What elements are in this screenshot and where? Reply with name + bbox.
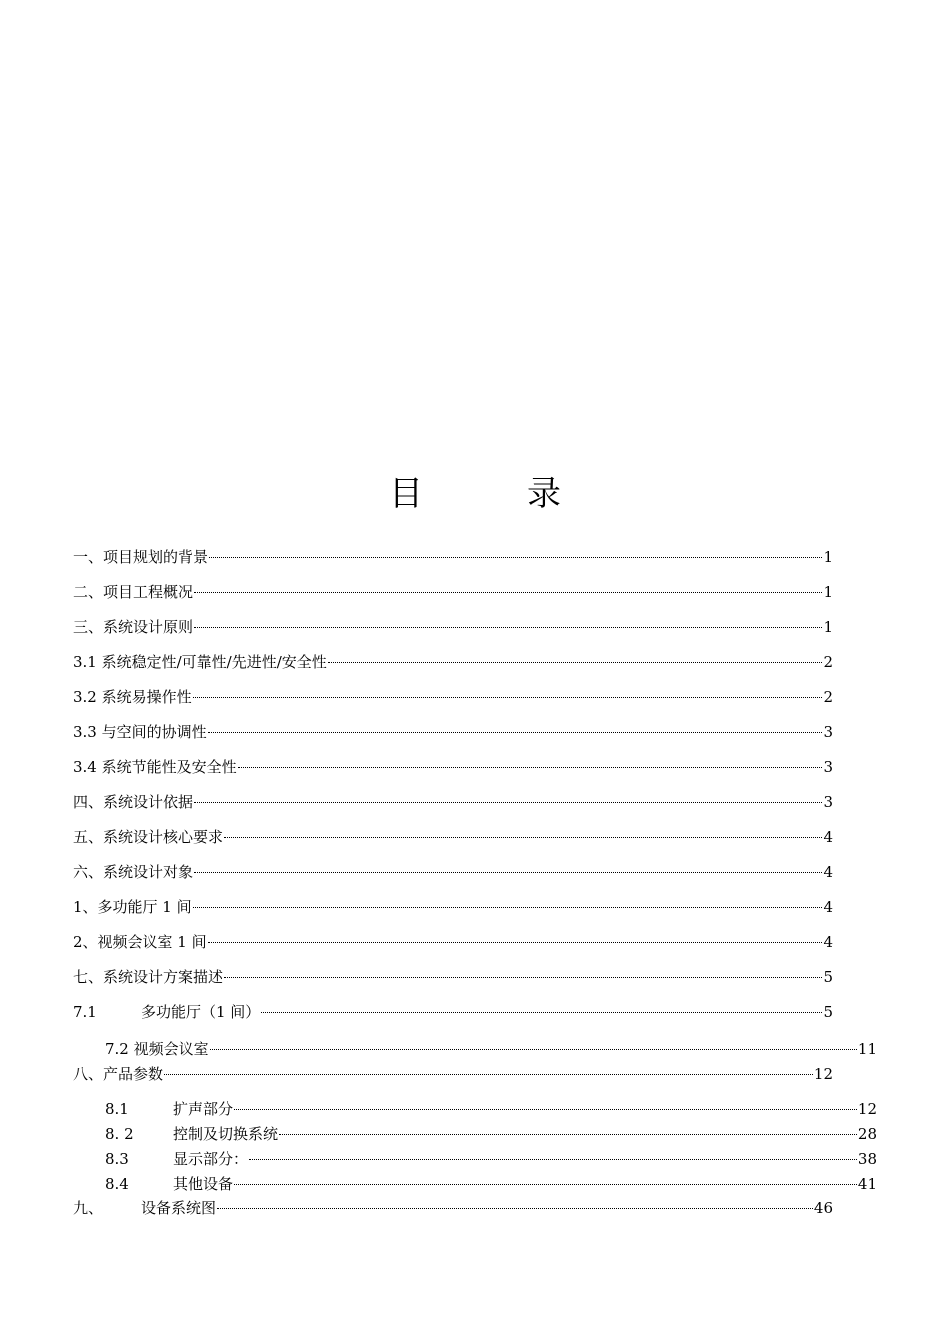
toc-entry[interactable] <box>73 652 833 672</box>
toc-leader <box>194 627 822 628</box>
toc-page-number: 2 <box>823 688 833 706</box>
toc-entry[interactable] <box>73 932 833 952</box>
toc-page-number: 3 <box>823 723 833 741</box>
toc-label: 四、系统设计依据 <box>73 793 194 811</box>
toc-label: 三、系统设计原则 <box>73 618 194 636</box>
toc-page-number: 1 <box>823 583 833 601</box>
toc-label: 3.1 系统稳定性/可靠性/先进性/安全性 <box>73 653 327 671</box>
toc-leader <box>194 802 822 803</box>
toc-page-number: 4 <box>823 863 833 881</box>
toc-section-number: 九、 <box>73 1199 104 1217</box>
toc-label: 3.3 与空间的协调性 <box>73 723 207 741</box>
toc-label: 设备系统图 <box>141 1199 217 1217</box>
toc-page-number: 5 <box>823 1003 833 1021</box>
toc-leader <box>193 907 823 908</box>
toc-leader <box>238 767 823 768</box>
toc-label: 其他设备 <box>173 1175 234 1193</box>
toc-leader <box>328 662 823 663</box>
toc-entry[interactable] <box>73 1198 833 1218</box>
toc-label: 扩声部分 <box>173 1100 234 1118</box>
toc-page-number: 3 <box>823 793 833 811</box>
title-char-1: 目 <box>389 474 423 514</box>
toc-page-number: 1 <box>823 548 833 566</box>
toc-leader <box>234 1109 857 1110</box>
toc-leader <box>208 732 823 733</box>
toc-page-number: 4 <box>823 828 833 846</box>
toc-section-number: 8. 2 <box>105 1125 134 1143</box>
toc-leader <box>194 592 822 593</box>
toc-leader <box>249 1159 857 1160</box>
toc-page-number: 38 <box>857 1150 877 1168</box>
toc-label: 五、系统设计核心要求 <box>73 828 224 846</box>
toc-label: 2、视频会议室 1 间 <box>73 933 207 951</box>
toc-entry[interactable] <box>105 1124 877 1144</box>
toc-leader <box>210 1049 857 1050</box>
toc-entry[interactable] <box>73 897 833 917</box>
toc-entry[interactable] <box>73 827 833 847</box>
toc-label: 多功能厅（1 间） <box>141 1003 261 1021</box>
toc-leader <box>208 942 823 943</box>
toc-entry[interactable] <box>105 1149 877 1169</box>
toc-leader <box>261 1012 822 1013</box>
toc-entry[interactable] <box>105 1039 877 1059</box>
toc-entry[interactable] <box>73 547 833 567</box>
toc-label: 1、多功能厅 1 间 <box>73 898 192 916</box>
toc-page-number: 4 <box>823 898 833 916</box>
toc-leader <box>164 1074 813 1075</box>
toc-leader <box>194 872 822 873</box>
toc-page-number: 41 <box>857 1175 877 1193</box>
toc-page-number: 12 <box>813 1065 833 1083</box>
toc-section-number: 7.1 <box>73 1003 97 1021</box>
toc-label: 一、项目规划的背景 <box>73 548 209 566</box>
page-title <box>0 466 950 515</box>
toc-page-number: 12 <box>857 1100 877 1118</box>
toc-leader <box>279 1134 857 1135</box>
toc-page-number: 28 <box>857 1125 877 1143</box>
toc-entry[interactable] <box>73 862 833 882</box>
toc-label: 控制及切换系统 <box>173 1125 279 1143</box>
toc-leader <box>224 977 822 978</box>
toc-section-number: 8.3 <box>105 1150 129 1168</box>
toc-entry[interactable] <box>73 792 833 812</box>
toc-entry[interactable] <box>73 1002 833 1022</box>
toc-leader <box>193 697 823 698</box>
toc-entry[interactable] <box>105 1099 877 1119</box>
toc-label: 7.2 视频会议室 <box>105 1040 209 1058</box>
toc-section-number: 8.4 <box>105 1175 129 1193</box>
toc-label: 六、系统设计对象 <box>73 863 194 881</box>
toc-page-number: 3 <box>823 758 833 776</box>
toc-section-number: 8.1 <box>105 1100 129 1118</box>
toc-label: 八、产品参数 <box>73 1065 164 1083</box>
toc-label: 3.2 系统易操作性 <box>73 688 192 706</box>
toc-entry[interactable] <box>73 757 833 777</box>
toc-page-number: 4 <box>823 933 833 951</box>
toc-entry[interactable] <box>73 617 833 637</box>
toc-label: 二、项目工程概况 <box>73 583 194 601</box>
toc-entry[interactable] <box>105 1174 877 1194</box>
toc-leader <box>224 837 822 838</box>
title-char-2: 录 <box>527 474 561 514</box>
toc-leader <box>217 1208 813 1209</box>
toc-entry[interactable] <box>73 1064 833 1084</box>
toc-entry[interactable] <box>73 722 833 742</box>
toc-page-number: 2 <box>823 653 833 671</box>
toc-page-number: 1 <box>823 618 833 636</box>
toc-label: 显示部分： <box>173 1150 249 1168</box>
toc-label: 七、系统设计方案描述 <box>73 968 224 986</box>
toc-entry[interactable] <box>73 687 833 707</box>
toc-leader <box>209 557 822 558</box>
toc-page-number: 11 <box>857 1040 877 1058</box>
toc-leader <box>234 1184 857 1185</box>
toc-page-number: 5 <box>823 968 833 986</box>
toc-page-number: 46 <box>813 1199 833 1217</box>
toc-label: 3.4 系统节能性及安全性 <box>73 758 237 776</box>
toc-entry[interactable] <box>73 582 833 602</box>
toc-entry[interactable] <box>73 967 833 987</box>
